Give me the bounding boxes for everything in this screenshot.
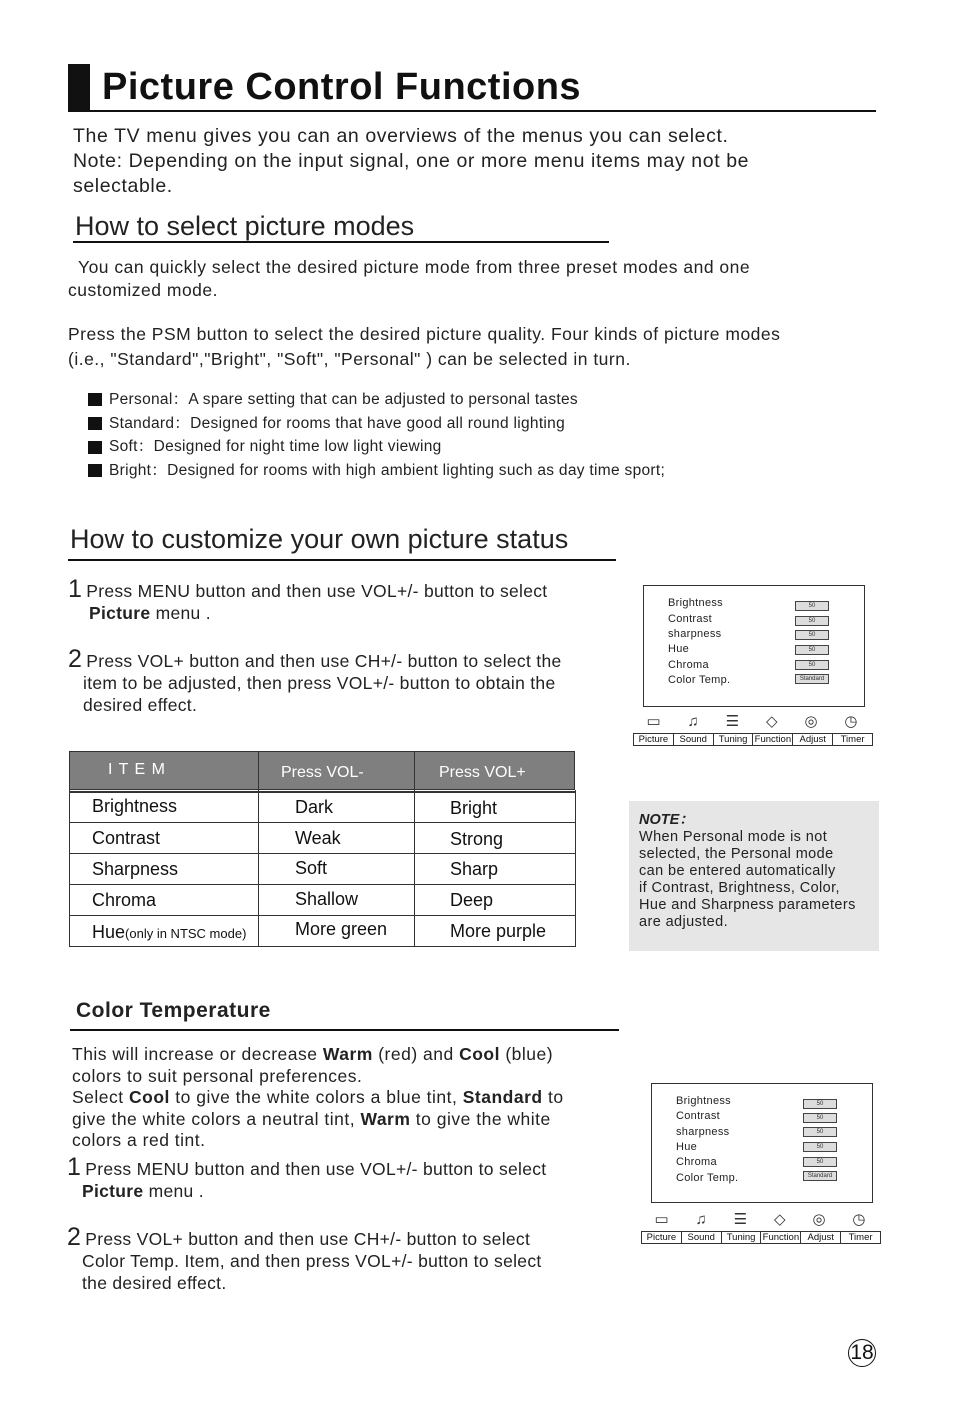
intro-line: The TV menu gives you can an overviews of the menus you can select. [73,125,729,147]
mode-bullet-list [88,388,665,483]
menu-row-label: Brightness [676,1095,731,1107]
table-cell-plus: More purple [450,921,547,941]
tab-tuning: Tuning [714,734,754,745]
section-heading-picture-modes: How to select picture modes [75,211,415,241]
tab-timer: Timer [840,734,865,745]
table-cell-item-note: (only in NTSC mode) [125,926,247,941]
menu-tab-bar-2 [641,1231,881,1244]
para-line: (i.e., "Standard","Bright", "Soft", "Personal" ) can be selected in turn. [68,349,631,369]
step-2: 2 Press VOL+ button and then use CH+/- button to select the item to be adjusted, then press VOL+/- button to obtain the desired effect. [68,645,562,715]
para-line: You can quickly select the desired picture mode from three preset modes and one [78,257,751,277]
table-line [69,853,575,854]
table-cell-item: Hue(only in NTSC mode) [92,922,247,942]
table-cell-item: Sharpness [92,859,179,879]
table-cell-minus: More green [295,919,388,939]
intro-line: Note: Depending on the input signal, one or more menu items may not be [73,150,750,172]
menu-row-label: Hue [676,1141,698,1153]
header-item: I T E M [108,761,166,778]
table-line [69,884,575,885]
table-cell-minus: Shallow [295,889,359,909]
section-heading-customize: How to customize your own picture status [70,524,569,554]
adjust-table-header [69,751,575,790]
adjust-icon: ◎ [804,713,818,730]
tab-function: Function [753,734,793,745]
sound-icon: ♫ [695,1210,707,1228]
function-icon: ◇ [774,1211,786,1228]
sound-icon: ♫ [687,712,699,730]
tuning-icon: ☰ [725,713,740,730]
table-cell-item: Contrast [92,828,161,848]
menu-row-value: 50 [795,601,829,611]
header-vol-plus: Press VOL+ [439,764,526,781]
tab-adjust: Adjust [793,734,833,745]
table-line [69,790,70,947]
table-cell-plus: Sharp [450,859,499,879]
menu-row-label: Color Temp. [676,1172,739,1184]
picture-menu-screen [643,585,865,707]
menu-row-value: 50 [803,1157,837,1167]
table-line [414,751,415,947]
table-line [69,915,575,916]
menu-row-label: Contrast [676,1110,720,1122]
note-title: NOTE： [639,812,694,828]
table-cell-item: Chroma [92,890,157,910]
table-line [258,751,259,947]
note-body: When Personal mode is not selected, the Personal mode can be entered automatically if Contrast, Brightness, Color, Hue and Sharpness parameters are adjusted. [639,829,856,930]
menu-row-label: Chroma [668,659,709,671]
menu-row-value: 50 [803,1127,837,1137]
table-line [69,946,575,947]
bullet-square-icon [88,441,102,454]
menu-row-value: 50 [795,660,829,670]
menu-row-label: Contrast [668,613,712,625]
tv-picture-icon: ▭ [654,1211,669,1228]
modes-intro-paragraph [68,256,888,302]
bullet-item: Standard：Designed for rooms that have good all round lighting [88,412,665,436]
title-bar-block [68,64,90,112]
para-line: customized mode. [68,280,219,300]
header-vol-minus: Press VOL- [281,764,364,781]
menu-row-label: sharpness [668,628,722,640]
table-line [575,790,576,947]
color-temp-step-2: 2 Press VOL+ button and then use CH+/- button to select Color Temp. Item, and then press VOL+/- button to select the desired effect. [67,1223,542,1293]
menu-row-value: 50 [803,1113,837,1123]
bullet-item: Soft：Designed for night time low light viewing [88,435,665,459]
table-cell-plus: Bright [450,798,498,818]
title-rule [90,110,876,112]
para-line: Press the PSM button to select the desired picture quality. Four kinds of picture modes [68,324,781,344]
function-icon: ◇ [766,713,778,730]
table-line [69,822,575,823]
menu-row-value: 50 [803,1099,837,1109]
tab-adjust: Adjust [801,1232,841,1243]
step-1: 1 Press MENU button and then use VOL+/- button to select Picture menu . [68,575,548,623]
tab-timer: Timer [848,1232,873,1243]
color-temp-paragraph: This will increase or decrease Warm (red) and Cool (blue) colors to suit personal preferences. Select Cool to give the white colors a blue tint, Standard to give the white colors a neutral tint, Warm to give the white colors a red tint. [72,1044,564,1150]
page-title: Picture Control Functions [102,66,582,108]
menu-icon-row-2 [641,1209,879,1229]
tab-tuning: Tuning [722,1232,762,1243]
psm-paragraph [68,322,918,372]
table-cell-plus: Deep [450,890,494,910]
table-cell-item: Brightness [92,796,178,816]
tab-picture: Picture [634,734,674,745]
page-number: 18 [848,1339,876,1367]
table-cell-plus: Strong [450,829,504,849]
tv-picture-icon: ▭ [646,713,661,730]
menu-row-label: Chroma [676,1156,717,1168]
menu-row-label: Brightness [668,597,723,609]
intro-line: selectable. [73,175,173,197]
section-rule [68,559,616,561]
table-cell-minus: Weak [295,828,341,848]
intro-text [73,124,863,199]
menu-row-value: Standard [803,1171,837,1181]
note-box [629,801,879,951]
tab-sound: Sound [674,734,714,745]
menu-row-value: 50 [795,645,829,655]
table-cell-minus: Dark [295,797,334,817]
section-rule [70,1029,619,1031]
menu-row-label: sharpness [676,1126,730,1138]
menu-row-label: Color Temp. [668,674,731,686]
bullet-item: Bright：Designed for rooms with high ambient lighting such as day time sport; [88,459,665,483]
timer-icon: ◷ [852,1211,866,1228]
menu-row-value: 50 [795,630,829,640]
menu-row-label: Hue [668,643,690,655]
tab-picture: Picture [642,1232,682,1243]
menu-tab-bar [633,733,873,746]
bullet-item: Personal：A spare setting that can be adjusted to personal tastes [88,388,665,412]
table-line [69,791,575,793]
color-temp-step-1: 1 Press MENU button and then use VOL+/- button to select Picture menu . [67,1153,547,1201]
tab-function: Function [761,1232,801,1243]
menu-row-value: Standard [795,674,829,684]
menu-icon-row [633,711,871,731]
bullet-square-icon [88,464,102,477]
timer-icon: ◷ [844,713,858,730]
adjust-icon: ◎ [812,1211,826,1228]
section-heading-color-temp: Color Temperature [76,999,271,1022]
picture-menu-screen-2 [651,1083,873,1203]
menu-row-value: 50 [795,616,829,626]
tab-sound: Sound [682,1232,722,1243]
menu-row-value: 50 [803,1142,837,1152]
section-rule [73,241,609,243]
table-cell-minus: Soft [295,858,328,878]
tuning-icon: ☰ [733,1211,748,1228]
bullet-square-icon [88,417,102,430]
bullet-square-icon [88,393,102,406]
